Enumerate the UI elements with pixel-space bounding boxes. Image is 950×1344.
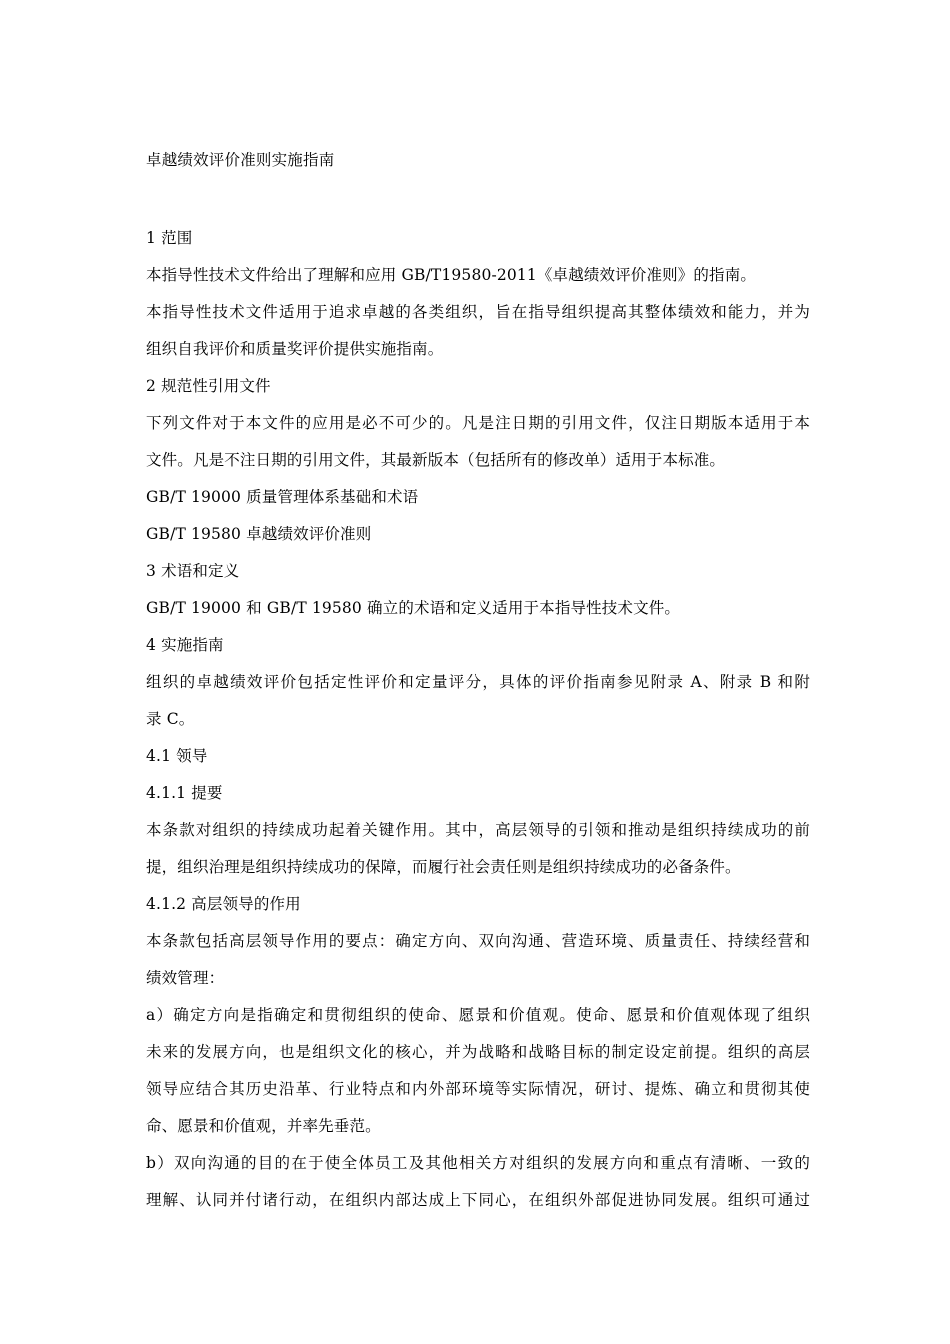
text-line: 录 C。 (146, 710, 195, 728)
text-line: 领导应结合其历史沿革、行业特点和内外部环境等实际情况，研讨、提炼、确立和贯彻其使 (146, 1080, 810, 1098)
text-line: 本条款包括高层领导作用的要点：确定方向、双向沟通、营造环境、质量责任、持续经营和 (146, 932, 810, 950)
text-line: 组织自我评价和质量奖评价提供实施指南。 (146, 340, 444, 358)
text-line: 4 实施指南 (146, 636, 224, 654)
text-line: b）双向沟通的目的在于使全体员工及其他相关方对组织的发展方向和重点有清晰、一致的 (146, 1154, 810, 1172)
text-line: GB/T 19000 质量管理体系基础和术语 (146, 488, 419, 506)
document-page (146, 150, 810, 1227)
document-title: 卓越绩效评价准则实施指南 (146, 151, 335, 169)
text-line: 未来的发展方向，也是组织文化的核心，并为战略和战略目标的制定设定前提。组织的高层 (146, 1043, 810, 1061)
text-line: 组织的卓越绩效评价包括定性评价和定量评分，具体的评价指南参见附录 A、附录 B 和附 (146, 673, 810, 691)
text-line: 4.1 领导 (146, 747, 208, 765)
text-line: 本指导性技术文件给出了理解和应用 GB/T19580-2011《卓越绩效评价准则》的指南。 (146, 266, 757, 284)
text-line: 1 范围 (146, 229, 193, 247)
text-line: 下列文件对于本文件的应用是必不可少的。凡是注日期的引用文件，仅注日期版本适用于本 (146, 414, 810, 432)
text-line: 4.1.1 提要 (146, 784, 223, 802)
text-line: GB/T 19580 卓越绩效评价准则 (146, 525, 372, 543)
text-line: 本条款对组织的持续成功起着关键作用。其中，高层领导的引领和推动是组织持续成功的前 (146, 821, 810, 839)
text-line: 命、愿景和价值观，并率先垂范。 (146, 1117, 381, 1135)
text-line: 2 规范性引用文件 (146, 377, 271, 395)
text-line: 理解、认同并付诸行动，在组织内部达成上下同心，在组织外部促进协同发展。组织可通过 (146, 1191, 810, 1209)
text-line: 4.1.2 高层领导的作用 (146, 895, 301, 913)
text-line: a）确定方向是指确定和贯彻组织的使命、愿景和价值观。使命、愿景和价值观体现了组织 (146, 1006, 810, 1024)
text-line: 本指导性技术文件适用于追求卓越的各类组织，旨在指导组织提高其整体绩效和能力，并为 (146, 303, 810, 321)
text-line: 文件。凡是不注日期的引用文件，其最新版本（包括所有的修改单）适用于本标准。 (146, 451, 726, 469)
text-line: 绩效管理： (146, 969, 225, 987)
text-line: GB/T 19000 和 GB/T 19580 确立的术语和定义适用于本指导性技术文件。 (146, 599, 681, 617)
text-line: 提，组织治理是组织持续成功的保障，而履行社会责任则是组织持续成功的必备条件。 (146, 858, 741, 876)
document-body (146, 228, 810, 1210)
text-line: 3 术语和定义 (146, 562, 240, 580)
